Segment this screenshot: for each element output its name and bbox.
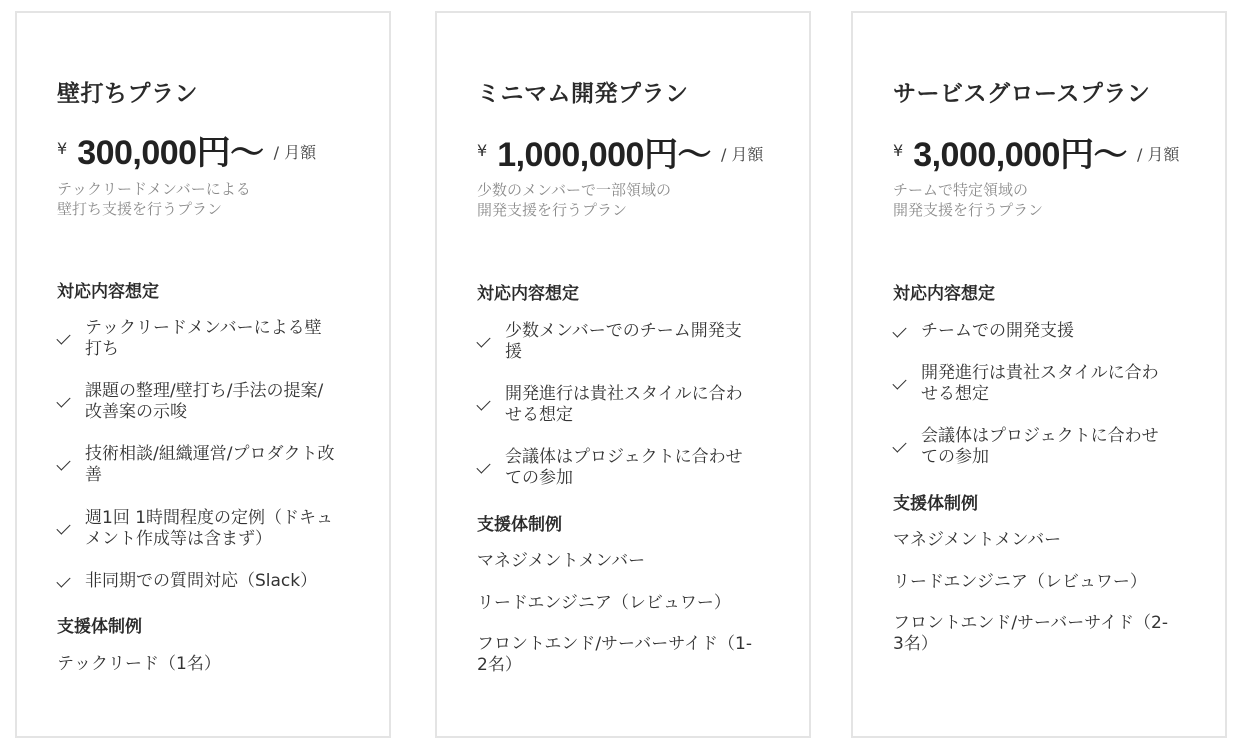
price-row: [477, 127, 763, 176]
currency-symbol: ¥: [57, 139, 68, 158]
plan-price: 1,000,000円〜: [497, 136, 711, 174]
check-icon: [892, 375, 906, 389]
price-unit: / 月額: [1136, 145, 1180, 164]
feature-line: 技術相談/組織運営/プロダクト改: [85, 444, 335, 464]
feature-line: せる想定: [921, 384, 989, 404]
description-line: チームで特定領域の: [893, 181, 1029, 199]
plan-card-kabeuchi: [15, 11, 391, 738]
feature-line: 非同期での質問対応（Slack）: [85, 571, 318, 591]
team-heading: 支援体制例: [57, 617, 142, 637]
feature-line: 少数メンバーでのチーム開発支: [505, 321, 742, 341]
check-icon: [892, 323, 906, 337]
member-item: [477, 634, 777, 676]
description-line: 開発支援を行うプラン: [477, 201, 628, 219]
plan-price: 300,000円〜: [77, 134, 264, 172]
member-line: 3名）: [893, 634, 938, 654]
plan-card-service-growth: [851, 11, 1227, 738]
feature-line: せる想定: [505, 405, 573, 425]
description-line: 開発支援を行うプラン: [893, 201, 1044, 219]
feature-line: 善: [85, 465, 102, 485]
feature-line: ての参加: [921, 447, 989, 467]
member-line: マネジメントメンバー: [477, 551, 646, 571]
check-icon: [892, 438, 906, 452]
feature-line: チームでの開発支援: [921, 321, 1074, 341]
team-heading: 支援体制例: [477, 515, 562, 535]
plan-description: [893, 180, 1043, 220]
check-icon: [476, 459, 490, 473]
member-item: [477, 593, 777, 614]
feature-line: 課題の整理/壁打ち/手法の提案/: [85, 381, 324, 401]
plan-price: 3,000,000円〜: [913, 136, 1127, 174]
feature-line: 打ち: [85, 339, 119, 359]
scope-heading: 対応内容想定: [477, 284, 579, 304]
feature-line: 会議体はプロジェクトに合わせ: [505, 447, 743, 467]
feature-line: 開発進行は貴社スタイルに合わ: [921, 363, 1159, 383]
price-unit: / 月額: [720, 145, 764, 164]
feature-line: 開発進行は貴社スタイルに合わ: [505, 384, 743, 404]
team-heading: 支援体制例: [893, 494, 978, 514]
plan-description: [57, 179, 251, 219]
member-line: フロントエンド/サーバーサイド（1-: [477, 634, 752, 654]
member-line: リードエンジニア（レビュワー）: [477, 593, 731, 613]
check-icon: [56, 573, 70, 587]
member-line: マネジメントメンバー: [893, 530, 1062, 550]
member-item: [477, 551, 777, 572]
plan-title: サービスグロースプラン: [893, 81, 1151, 107]
member-item: [893, 613, 1193, 655]
check-icon: [56, 393, 70, 407]
member-line: テックリード（1名）: [57, 654, 221, 674]
price-unit: / 月額: [273, 143, 317, 162]
currency-symbol: ¥: [893, 141, 904, 160]
plan-title: ミニマム開発プラン: [477, 81, 689, 107]
price-row: [893, 127, 1179, 176]
description-line: テックリードメンバーによる: [57, 180, 251, 198]
check-icon: [476, 333, 490, 347]
member-item: [893, 530, 1193, 551]
feature-line: 改善案の示唆: [85, 402, 187, 422]
scope-heading: 対応内容想定: [57, 282, 159, 302]
member-item: [57, 654, 357, 675]
check-icon: [476, 396, 490, 410]
member-line: フロントエンド/サーバーサイド（2-: [893, 613, 1168, 633]
scope-heading: 対応内容想定: [893, 284, 995, 304]
description-line: 少数のメンバーで一部領域の: [477, 181, 671, 199]
feature-line: テックリードメンバーによる壁: [85, 318, 322, 338]
feature-line: 援: [505, 342, 522, 362]
price-row: [57, 125, 316, 174]
feature-line: 週1回 1時間程度の定例（ドキュ: [85, 508, 334, 528]
feature-line: 会議体はプロジェクトに合わせ: [921, 426, 1159, 446]
plan-title: 壁打ちプラン: [57, 81, 198, 107]
feature-line: メント作成等は含まず）: [85, 529, 272, 549]
currency-symbol: ¥: [477, 141, 488, 160]
member-item: [893, 572, 1193, 593]
plan-description: [477, 180, 671, 220]
plan-card-minimum: [435, 11, 811, 738]
check-icon: [56, 330, 70, 344]
description-line: 壁打ち支援を行うプラン: [57, 200, 223, 218]
feature-line: ての参加: [505, 468, 573, 488]
check-icon: [56, 456, 70, 470]
member-line: リードエンジニア（レビュワー）: [893, 572, 1147, 592]
check-icon: [56, 520, 70, 534]
member-line: 2名）: [477, 655, 522, 675]
